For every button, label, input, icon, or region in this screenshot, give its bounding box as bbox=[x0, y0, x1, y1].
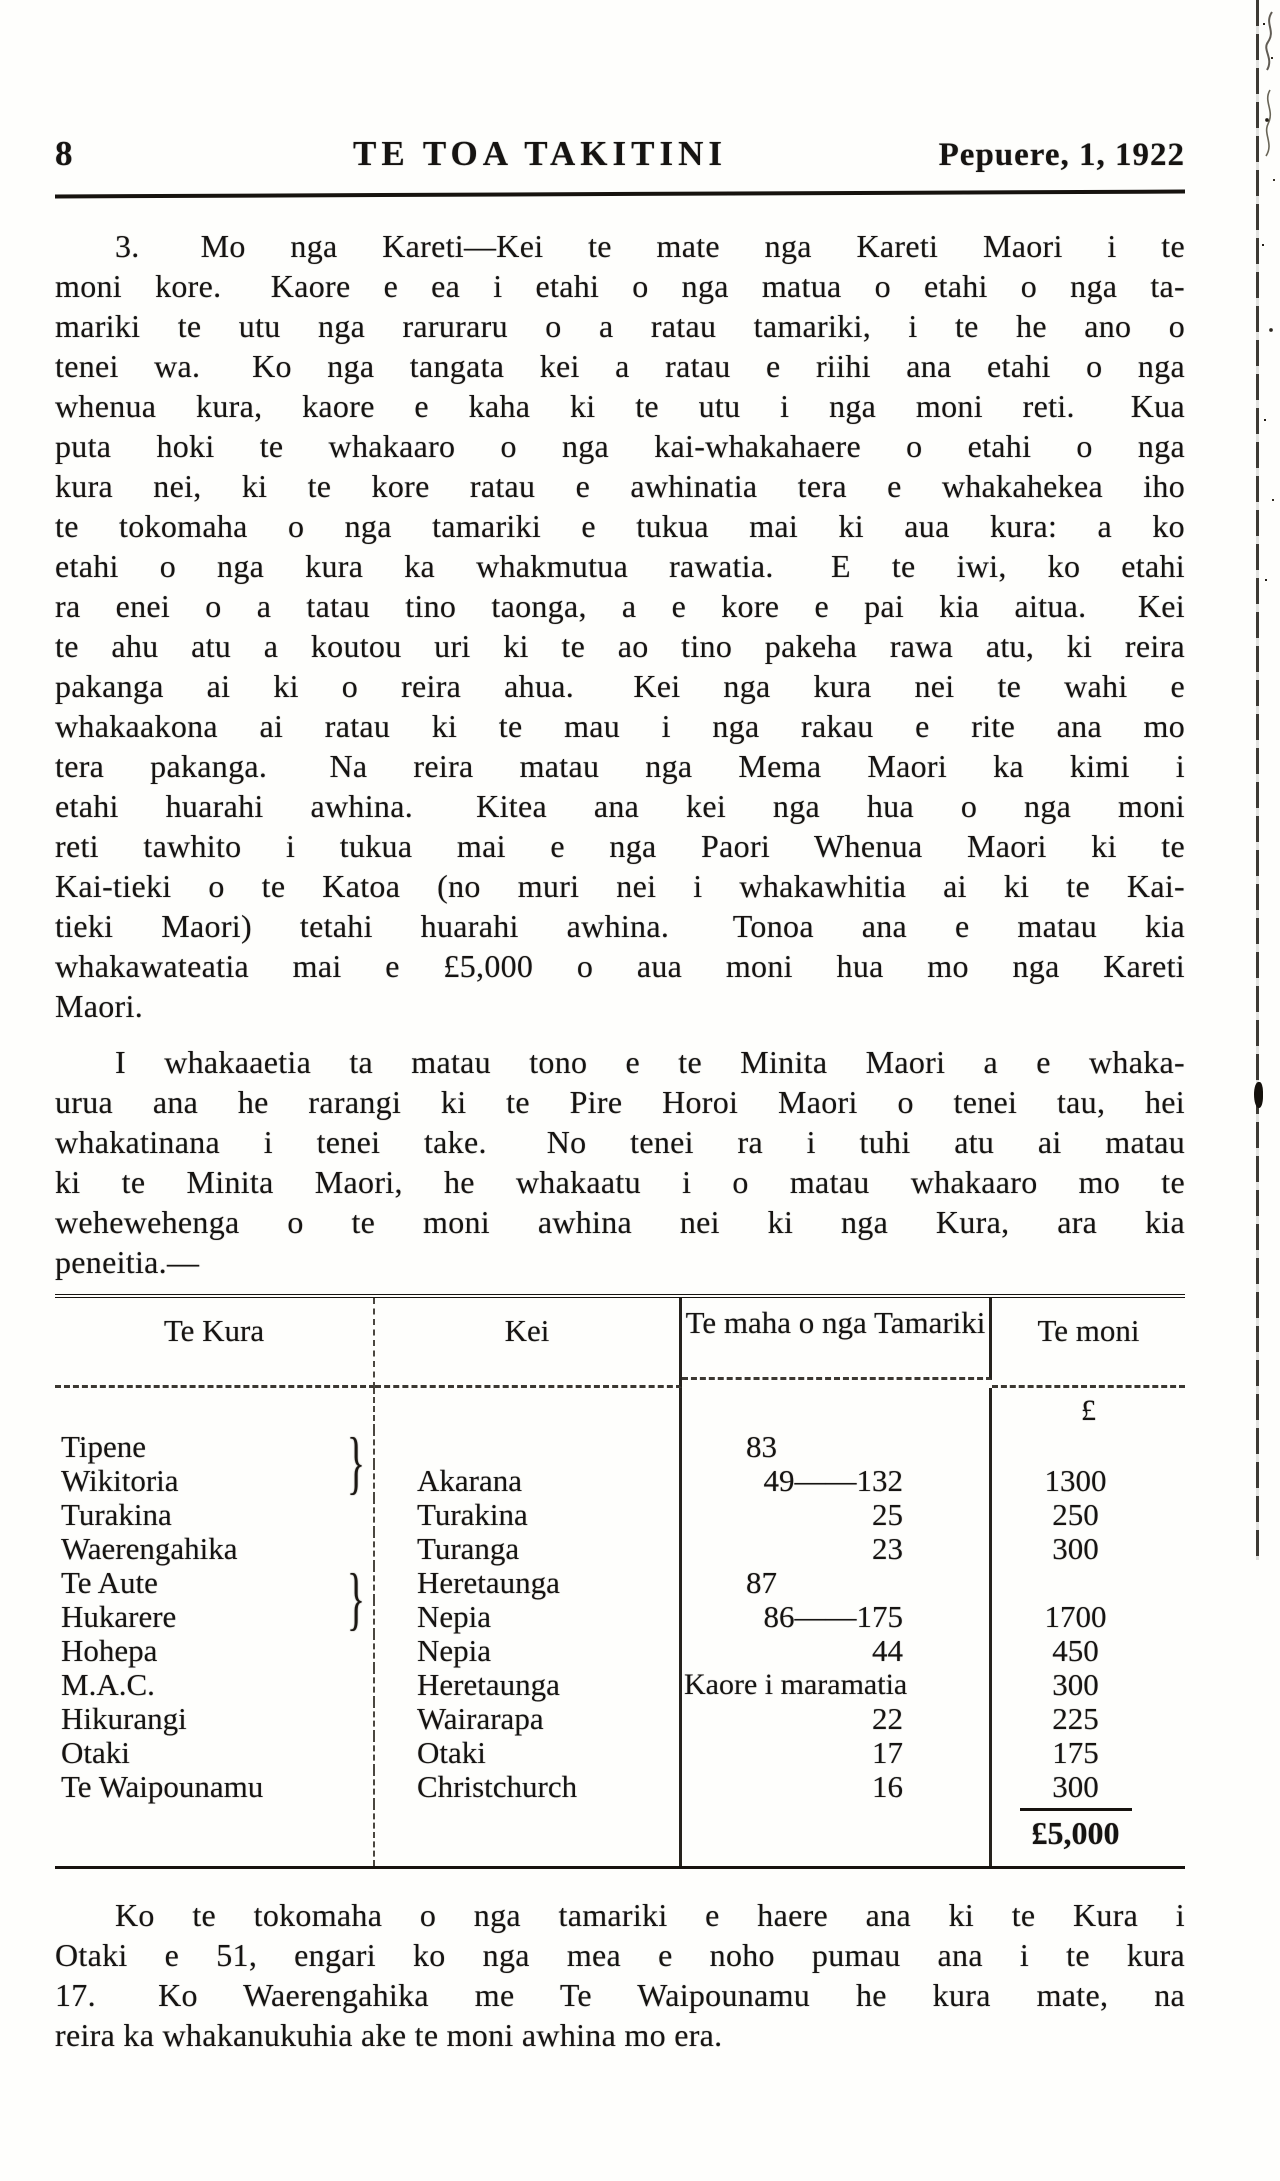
text-line: tieki Maori) tetahi huarahi awhina. Tonoa ana e matau kia bbox=[55, 908, 1185, 944]
empty-cell bbox=[375, 1804, 682, 1866]
text-line: whakawateatia mai e £5,000 o aua moni hua mo nga Kareti bbox=[55, 948, 1185, 984]
text-line: puta hoki te whakaaro o nga kai-whakahaere o etahi o nga bbox=[55, 428, 1185, 464]
cell-tamariki: 23 bbox=[682, 1532, 992, 1566]
cell-kei: Turakina bbox=[375, 1498, 682, 1532]
cell-kei: Nepia bbox=[375, 1634, 682, 1668]
table-row bbox=[55, 1532, 1185, 1566]
column-header-kei: Kei bbox=[375, 1298, 682, 1388]
table-row bbox=[55, 1430, 1185, 1464]
table-row bbox=[55, 1566, 1185, 1600]
cell-kei: Otaki bbox=[375, 1736, 682, 1770]
cell-tamariki: 49——132 bbox=[682, 1464, 992, 1498]
grouping-brace: } bbox=[347, 1426, 365, 1502]
text-line: tenei wa. Ko nga tangata kei a ratau e riihi ana etahi o nga bbox=[55, 348, 1185, 384]
column-header-moni: Te moni bbox=[992, 1298, 1185, 1388]
cell-moni bbox=[992, 1566, 1185, 1600]
text-line: peneitia.— bbox=[55, 1244, 200, 1280]
cell-tamariki: 22 bbox=[682, 1702, 992, 1736]
cell-moni: 450 bbox=[1052, 1633, 1099, 1668]
text-line: whakaakona ai ratau ki te mau i nga rakau e rite ana mo bbox=[55, 708, 1185, 744]
text-line: mariki te utu nga raruraru o a ratau tamariki, i te he ano o bbox=[55, 308, 1185, 344]
page-date: Pepuere, 1, 1922 bbox=[938, 137, 1185, 173]
funding-table bbox=[55, 1294, 1185, 1869]
cell-kei: Wairarapa bbox=[375, 1702, 682, 1736]
page-edge-artifact bbox=[1246, 0, 1280, 2181]
page-number: 8 bbox=[55, 134, 73, 173]
currency-symbol: £ bbox=[1081, 1394, 1096, 1427]
cell-tamariki: 83 bbox=[682, 1430, 992, 1464]
table-header-row bbox=[55, 1298, 1185, 1388]
text-line: ra enei o a tatau tino taonga, a e kore e pai kia aitua. Kei bbox=[55, 588, 1185, 624]
cell-moni: 1300 bbox=[1044, 1463, 1107, 1498]
total-rule bbox=[1020, 1808, 1132, 1811]
page-content bbox=[55, 134, 1185, 2055]
ink-blob bbox=[1254, 1082, 1263, 1108]
cell-kura: Otaki bbox=[55, 1736, 375, 1770]
total-amount: £5,000 bbox=[1031, 1815, 1120, 1851]
cell-tamariki: 16 bbox=[682, 1770, 992, 1804]
text-line: reira ka whakanukuhia ake te moni awhina mo era. bbox=[55, 2017, 723, 2053]
cell-kura: M.A.C. bbox=[55, 1668, 375, 1702]
cell-kura: Turakina bbox=[55, 1498, 375, 1532]
cell-kei: Heretaunga bbox=[375, 1668, 682, 1702]
cell-kei: Turanga bbox=[375, 1532, 682, 1566]
table-row bbox=[55, 1702, 1185, 1736]
grouping-brace: } bbox=[347, 1562, 365, 1638]
table-row bbox=[55, 1668, 1185, 1702]
text-line: I whakaaetia ta matau tono e te Minita Maori a e whaka- bbox=[115, 1044, 1185, 1080]
cell-moni: 250 bbox=[1052, 1497, 1099, 1532]
table-body bbox=[55, 1426, 1185, 1804]
empty-cell bbox=[682, 1804, 992, 1866]
cell-kei: Akarana bbox=[375, 1464, 682, 1498]
paragraph-kareti bbox=[55, 226, 1185, 1026]
cell-kei: Heretaunga bbox=[375, 1566, 682, 1600]
cell-tamariki: 86——175 bbox=[682, 1600, 992, 1634]
cell-moni: 1700 bbox=[1044, 1599, 1107, 1634]
cell-kura: Waerengahika bbox=[55, 1532, 375, 1566]
text-line: whenua kura, kaore e kaha ki te utu i nga moni reti. Kua bbox=[55, 388, 1185, 424]
cell-kura: Hukarere bbox=[55, 1600, 375, 1634]
cell-tamariki: Kaore i maramatia bbox=[682, 1668, 992, 1702]
text-line: te tokomaha o nga tamariki e tukua mai ki aua kura: a ko bbox=[55, 508, 1185, 544]
table-row bbox=[55, 1464, 1185, 1498]
empty-cell bbox=[375, 1388, 682, 1430]
table-row bbox=[55, 1600, 1185, 1634]
text-line: urua ana he rarangi ki te Pire Horoi Maori o tenei tau, hei bbox=[55, 1084, 1185, 1120]
empty-cell bbox=[55, 1804, 375, 1866]
text-line: etahi o nga kura ka whakmutua rawatia. E te iwi, ko etahi bbox=[55, 548, 1185, 584]
cell-kura: Te Aute bbox=[55, 1566, 375, 1600]
header-rule bbox=[55, 190, 1185, 199]
cell-kura: Te Waipounamu bbox=[55, 1770, 375, 1804]
table-total-row bbox=[55, 1804, 1185, 1866]
text-line: pakanga ai ki o reira ahua. Kei nga kura nei te wahi e bbox=[55, 668, 1185, 704]
text-line: Otaki e 51, engari ko nga mea e noho pumau ana i te kura bbox=[55, 1937, 1185, 1973]
empty-cell bbox=[682, 1388, 992, 1430]
text-line: Kai-tieki o te Katoa (no muri nei i whakawhitia ai ki te Kai- bbox=[55, 868, 1185, 904]
cell-kei bbox=[375, 1430, 682, 1464]
column-header-tamariki: Te maha o nga Tamariki bbox=[682, 1298, 992, 1380]
text-line: wehewehenga o te moni awhina nei ki nga Kura, ara kia bbox=[55, 1204, 1185, 1240]
text-line: 3. Mo nga Kareti—Kei te mate nga Kareti Maori i te bbox=[115, 228, 1185, 264]
cell-kei: Nepia bbox=[375, 1600, 682, 1634]
cell-moni: 225 bbox=[1052, 1701, 1099, 1736]
text-line: whakatinana i tenei take. No tenei ra i tuhi atu ai matau bbox=[55, 1124, 1185, 1160]
paragraph-closing bbox=[55, 1895, 1185, 2055]
cell-kei: Christchurch bbox=[375, 1770, 682, 1804]
text-line: ki te Minita Maori, he whakaatu i o matau whakaaro mo te bbox=[55, 1164, 1185, 1200]
currency-row bbox=[55, 1388, 1185, 1430]
cell-kura: Wikitoria bbox=[55, 1464, 375, 1498]
table-row bbox=[55, 1498, 1185, 1532]
cell-moni: 175 bbox=[1052, 1735, 1099, 1770]
text-line: te ahu atu a koutou uri ki te ao tino pakeha rawa atu, ki reira bbox=[55, 628, 1185, 664]
page-title: TE TOA TAKITINI bbox=[353, 134, 727, 173]
cell-moni: 300 bbox=[1052, 1531, 1099, 1566]
text-line: moni kore. Kaore e ea i etahi o nga matua o etahi o nga ta- bbox=[55, 268, 1185, 304]
handwriting-scribble bbox=[1250, 6, 1278, 186]
cell-moni: 300 bbox=[1052, 1667, 1099, 1702]
cell-kura: Tipene bbox=[55, 1430, 375, 1464]
empty-cell bbox=[55, 1388, 375, 1430]
cell-tamariki: 44 bbox=[682, 1634, 992, 1668]
cell-moni: 300 bbox=[1052, 1769, 1099, 1804]
text-line: reti tawhito i tukua mai e nga Paori Whenua Maori ki te bbox=[55, 828, 1185, 864]
table-row bbox=[55, 1634, 1185, 1668]
cell-kura: Hohepa bbox=[55, 1634, 375, 1668]
text-line: Maori. bbox=[55, 988, 144, 1024]
page-header bbox=[55, 134, 1185, 180]
text-line: tera pakanga. Na reira matau nga Mema Maori ka kimi i bbox=[55, 748, 1185, 784]
cell-tamariki: 87 bbox=[682, 1566, 992, 1600]
paragraph-minita bbox=[55, 1042, 1185, 1282]
cell-tamariki: 25 bbox=[682, 1498, 992, 1532]
text-line: kura nei, ki te kore ratau e awhinatia tera e whakahekea iho bbox=[55, 468, 1185, 504]
table-row bbox=[55, 1770, 1185, 1804]
text-line: Ko te tokomaha o nga tamariki e haere ana ki te Kura i bbox=[115, 1897, 1185, 1933]
text-line: 17. Ko Waerengahika me Te Waipounamu he kura mate, na bbox=[55, 1977, 1185, 2013]
total-cell bbox=[992, 1804, 1185, 1866]
text-line: etahi huarahi awhina. Kitea ana kei nga hua o nga moni bbox=[55, 788, 1185, 824]
column-header-kura: Te Kura bbox=[55, 1298, 375, 1388]
cell-tamariki: 17 bbox=[682, 1736, 992, 1770]
cell-kura: Hikurangi bbox=[55, 1702, 375, 1736]
table-row bbox=[55, 1736, 1185, 1770]
cell-moni bbox=[992, 1430, 1185, 1464]
